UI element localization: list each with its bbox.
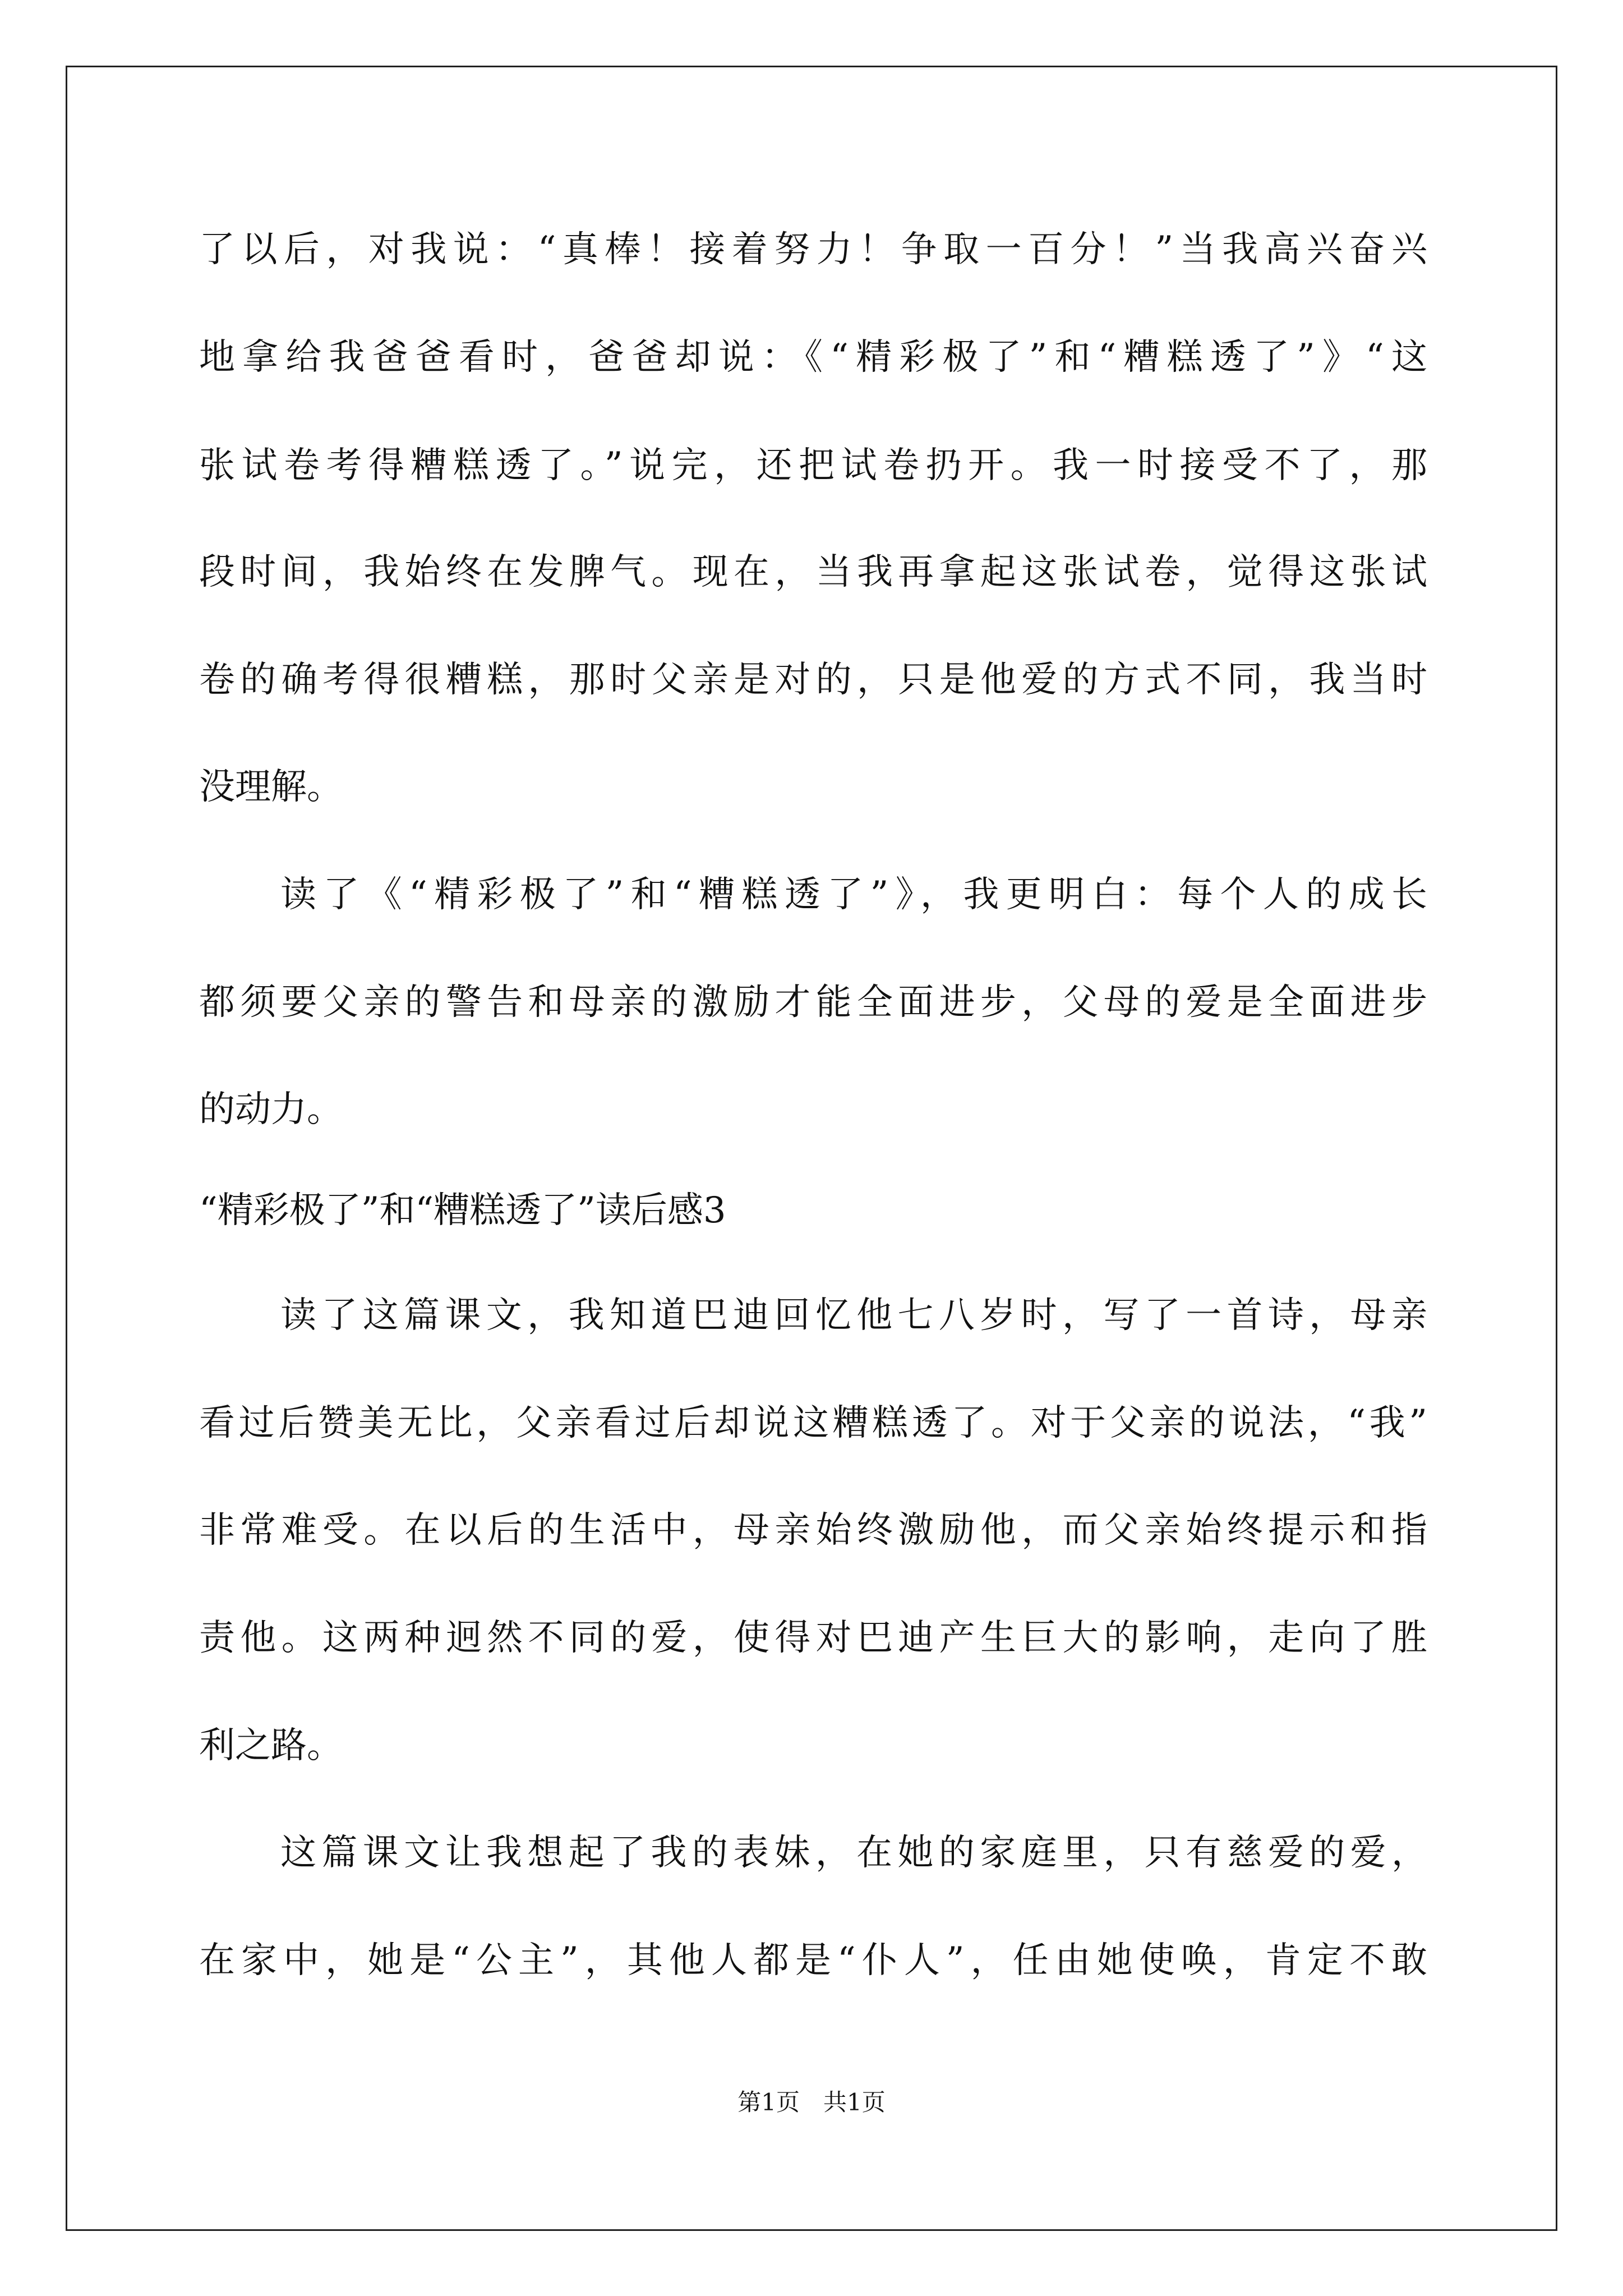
page-number-footer: 第1页 共1页 xyxy=(737,2088,886,2116)
paragraph-1-line-1: 了以后，对我说：“真棒！接着努力！争取一百分！”当我高兴奋兴 xyxy=(199,229,1427,270)
paragraph-4-line-1: 这篇课文让我想起了我的表妹，在她的家庭里，只有慈爱的爱， xyxy=(280,1832,1427,1874)
paragraph-1-line-5: 卷的确考得很糟糕，那时父亲是对的，只是他爱的方式不同，我当时 xyxy=(199,659,1427,701)
paragraph-3-line-2: 看过后赞美无比，父亲看过后却说这糟糕透了。对于父亲的说法，“我” xyxy=(199,1402,1427,1444)
paragraph-1-line-3: 张试卷考得糟糕透了。”说完，还把试卷扔开。我一时接受不了，那 xyxy=(199,445,1427,486)
paragraph-1-line-2: 地拿给我爸爸看时，爸爸却说：《“精彩极了”和“糟糕透了”》“这 xyxy=(199,337,1427,378)
paragraph-3-line-4: 责他。这两种迥然不同的爱，使得对巴迪产生巨大的影响，走向了胜 xyxy=(199,1617,1427,1659)
paragraph-1-line-4: 段时间，我始终在发脾气。现在，当我再拿起这张试卷，觉得这张试 xyxy=(199,551,1427,593)
section-heading: “精彩极了”和“糟糕透了”读后感3 xyxy=(199,1190,726,1231)
paragraph-2-line-2: 都须要父亲的警告和母亲的激励才能全面进步，父母的爱是全面进步 xyxy=(199,982,1427,1023)
paragraph-3-line-3: 非常难受。在以后的生活中，母亲始终激励他，而父亲始终提示和指 xyxy=(199,1510,1427,1551)
paragraph-3-line-1: 读了这篇课文，我知道巴迪回忆他七八岁时，写了一首诗，母亲 xyxy=(280,1295,1427,1336)
paragraph-4-line-2: 在家中，她是“公主”，其他人都是“仆人”，任由她使唤，肯定不敢 xyxy=(199,1940,1427,1981)
paragraph-2-line-3: 的动力。 xyxy=(199,1089,343,1130)
paragraph-2-line-1: 读了《“精彩极了”和“糟糕透了”》，我更明白：每个人的成长 xyxy=(280,874,1427,915)
paragraph-3-line-5: 利之路。 xyxy=(199,1725,343,1766)
paragraph-1-line-6: 没理解。 xyxy=(199,766,343,808)
page-border xyxy=(66,66,1557,2231)
